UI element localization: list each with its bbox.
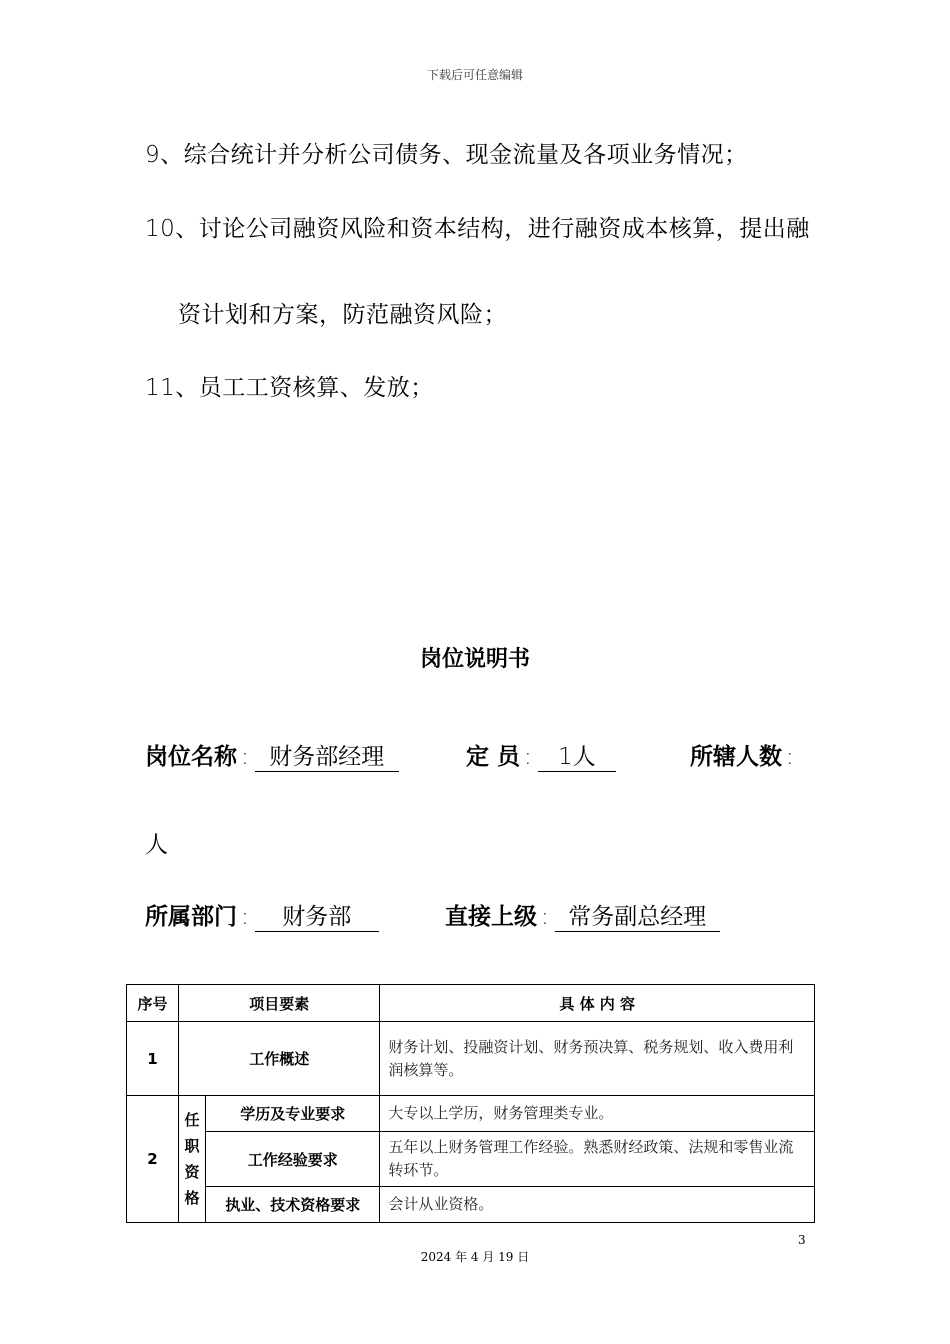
subrow-item: 学历及专业要求 (206, 1096, 380, 1132)
list-item-9: 9、综合统计并分析公司债务、现金流量及各项业务情况； (145, 142, 748, 168)
subrow-item: 执业、技术资格要求 (206, 1187, 380, 1223)
header-no: 序号 (127, 985, 179, 1022)
table-header-row (127, 985, 815, 1022)
table-row (127, 1096, 815, 1132)
group-char: 格 (184, 1189, 200, 1207)
supervisor-label: 直接上级 (445, 904, 537, 930)
document-title: 岗位说明书 (419, 647, 530, 672)
colon: : (524, 744, 532, 770)
department-value: 财务部 (255, 903, 379, 932)
row-no: 2 (127, 1096, 179, 1223)
row-item: 工作概述 (179, 1022, 380, 1096)
field-row-staffing (466, 738, 616, 772)
footer-date: 2024 年 4 月 19 日 (420, 1250, 530, 1264)
position-label: 岗位名称 (145, 744, 237, 770)
list-item-10: 10、讨论公司融资风险和资本结构，进行融资成本核算，提出融 (145, 216, 810, 242)
subrow-content: 五年以上财务管理工作经验。熟悉财经政策、法规和零售业流转环节。 (380, 1132, 815, 1187)
staffing-value: 1人 (538, 743, 616, 772)
table-row (127, 1187, 815, 1223)
position-value: 财务部经理 (255, 743, 399, 772)
colon: : (541, 904, 549, 930)
page-number: 3 (798, 1233, 806, 1247)
group-char: 任 (184, 1111, 200, 1129)
field-row-department (145, 898, 379, 932)
field-row-subordinates (690, 738, 800, 771)
colon: : (241, 744, 249, 770)
group-char: 资 (184, 1163, 200, 1181)
colon: : (786, 744, 794, 770)
subrow-item: 工作经验要求 (206, 1132, 380, 1187)
group-label (179, 1096, 206, 1223)
subordinates-value: 人 (145, 832, 169, 858)
header-content: 具 体 内 容 (380, 985, 815, 1022)
subrow-content: 会计从业资格。 (380, 1187, 815, 1223)
table-row (127, 1132, 815, 1187)
list-item-10-continued: 资计划和方案，防范融资风险； (178, 302, 507, 328)
staffing-label: 定 员 (466, 744, 521, 770)
department-label: 所属部门 (145, 904, 237, 930)
list-item-11: 11、员工工资核算、发放； (145, 375, 434, 401)
subordinates-label: 所辖人数 (690, 744, 782, 770)
table-row (127, 1022, 815, 1096)
supervisor-value: 常务副总经理 (555, 903, 720, 932)
header-item: 项目要素 (179, 985, 380, 1022)
row-content: 财务计划、投融资计划、财务预决算、税务规划、收入费用利润核算等。 (380, 1022, 815, 1096)
row-no: 1 (127, 1022, 179, 1096)
field-row-supervisor (445, 898, 720, 932)
header-note: 下载后可任意编辑 (426, 68, 523, 82)
job-spec-table (126, 984, 815, 1223)
colon: : (241, 904, 249, 930)
field-row-position (145, 738, 399, 772)
group-char: 职 (184, 1137, 200, 1155)
subrow-content: 大专以上学历，财务管理类专业。 (380, 1096, 815, 1132)
